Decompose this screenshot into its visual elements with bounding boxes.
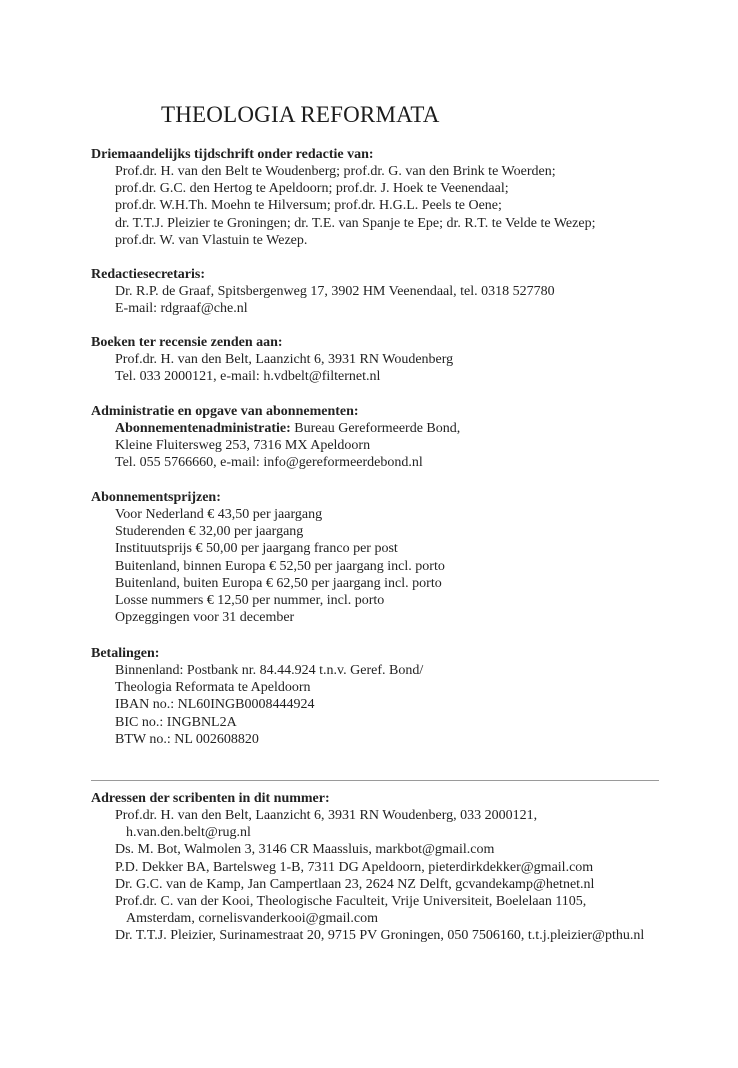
author-line: Ds. M. Bot, Walmolen 3, 3146 CR Maassluis, markbot@gmail.com: [115, 842, 495, 858]
payments-heading: Betalingen:: [91, 646, 160, 661]
authors-heading: Adressen der scribenten in dit nummer:: [91, 791, 330, 806]
author-line-continued: Amsterdam, cornelisvanderkooi@gmail.com: [126, 911, 378, 927]
prices-section: [91, 489, 711, 626]
payment-line: Theologia Reformata te Apeldoorn: [115, 680, 311, 696]
author-line: Prof.dr. C. van der Kooi, Theologische Faculteit, Vrije Universiteit, Boelelaan 1105,: [115, 894, 587, 910]
price-line: Voor Nederland € 43,50 per jaargang: [115, 507, 323, 522]
administration-address: Kleine Fluitersweg 253, 7316 MX Apeldoorn: [115, 438, 371, 454]
administration-heading: Administratie en opgave van abonnementen:: [91, 404, 359, 419]
editors-line: prof.dr. G.C. den Hertog te Apeldoorn; prof.dr. J. Hoek te Veenendaal;: [115, 181, 509, 197]
editors-line: prof.dr. W.H.Th. Moehn te Hilversum; prof.dr. H.G.L. Peels te Oene;: [115, 198, 502, 214]
administration-label-line: [91, 420, 711, 437]
price-line: Opzeggingen voor 31 december: [115, 610, 295, 626]
secretary-email: E-mail: rdgraaf@che.nl: [115, 301, 248, 317]
payment-line: BTW no.: NL 002608820: [115, 731, 259, 747]
reviews-address: Prof.dr. H. van den Belt, Laanzicht 6, 3931 RN Woudenberg: [115, 352, 454, 367]
author-line: Prof.dr. H. van den Belt, Laanzicht 6, 3931 RN Woudenberg, 033 2000121,: [115, 808, 538, 823]
administration-section: [91, 403, 711, 472]
author-line: Dr. T.T.J. Pleizier, Surinamestraat 20, 9715 PV Groningen, 050 7506160, t.t.j.pleizier@pthu.nl: [115, 928, 645, 944]
reviews-section: [91, 334, 711, 385]
author-line-continued: h.van.den.belt@rug.nl: [126, 825, 251, 841]
price-line: Losse nummers € 12,50 per nummer, incl. porto: [115, 593, 385, 609]
secretary-address: Dr. R.P. de Graaf, Spitsbergenweg 17, 3902 HM Veenendaal, tel. 0318 527780: [115, 284, 555, 299]
secretary-heading: Redactiesecretaris:: [91, 267, 206, 282]
payments-section: [91, 645, 711, 748]
payment-line: BIC no.: INGBNL2A: [115, 714, 237, 730]
editors-line: prof.dr. W. van Vlastuin te Wezep.: [115, 232, 308, 248]
editors-section: [91, 146, 711, 249]
reviews-contact: Tel. 033 2000121, e-mail: h.vdbelt@filternet.nl: [115, 369, 381, 385]
authors-section: [91, 790, 711, 945]
price-line: Studerenden € 32,00 per jaargang: [115, 524, 304, 540]
editors-line: dr. T.T.J. Pleizier te Groningen; dr. T.E. van Spanje te Epe; dr. R.T. te Velde te Wezep;: [115, 215, 596, 231]
author-line: P.D. Dekker BA, Bartelsweg 1-B, 7311 DG Apeldoorn, pieterdirkdekker@gmail.com: [115, 859, 594, 875]
reviews-heading: Boeken ter recensie zenden aan:: [91, 335, 283, 350]
author-line: Dr. G.C. van de Kamp, Jan Campertlaan 23, 2624 NZ Delft, gcvandekamp@hetnet.nl: [115, 876, 595, 892]
editors-heading: Driemaandelijks tijdschrift onder redactie van:: [91, 147, 374, 162]
payment-line: IBAN no.: NL60INGB0008444924: [115, 697, 315, 713]
secretary-section: [91, 266, 711, 317]
administration-label-rest: Bureau Gereformeerde Bond,: [290, 421, 461, 436]
section-divider: [91, 780, 659, 781]
price-line: Buitenland, binnen Europa € 52,50 per jaargang incl. porto: [115, 558, 445, 574]
journal-title: THEOLOGIA REFORMATA: [161, 102, 440, 127]
price-line: Instituutsprijs € 50,00 per jaargang franco per post: [115, 541, 398, 557]
price-line: Buitenland, buiten Europa € 62,50 per jaargang incl. porto: [115, 575, 442, 591]
administration-contact: Tel. 055 5766660, e-mail: info@gereformeerdebond.nl: [115, 455, 423, 471]
editors-line: Prof.dr. H. van den Belt te Woudenberg; prof.dr. G. van den Brink te Woerden;: [115, 164, 556, 179]
administration-label: Abonnementenadministratie:: [115, 421, 291, 436]
payment-line: Binnenland: Postbank nr. 84.44.924 t.n.v. Geref. Bond/: [115, 663, 424, 678]
prices-heading: Abonnementsprijzen:: [91, 490, 221, 505]
